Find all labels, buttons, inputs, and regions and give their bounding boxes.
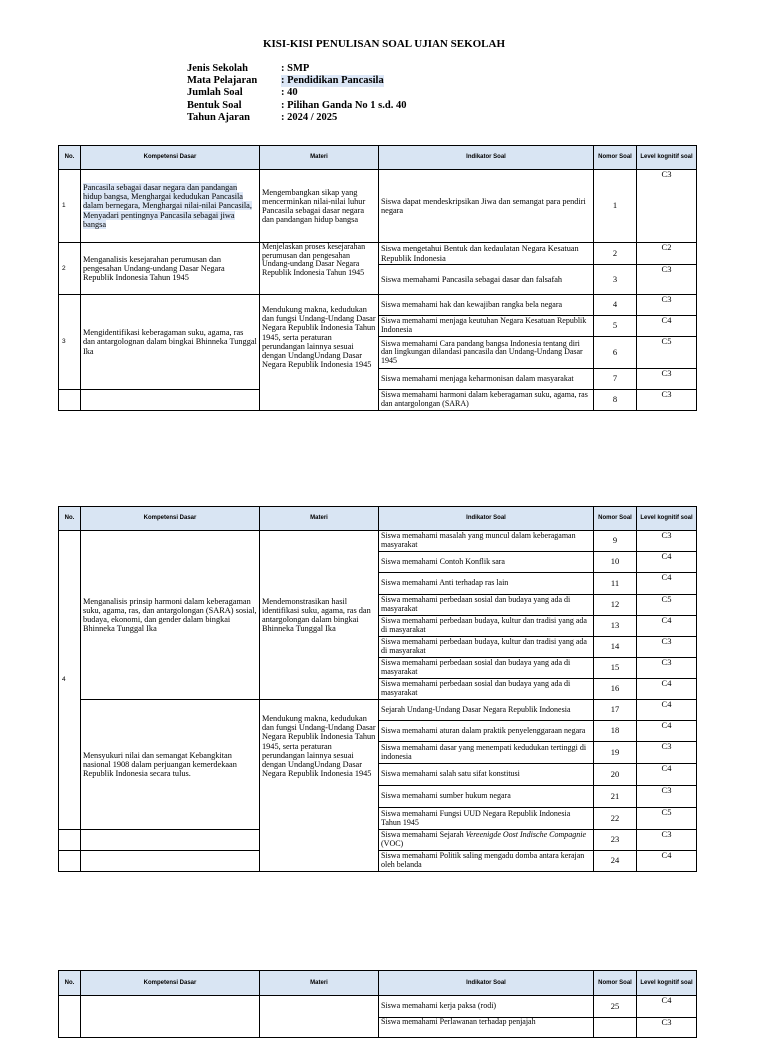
cell-nomor: 7 (594, 369, 637, 390)
table-row (59, 531, 697, 552)
table-row (59, 170, 697, 243)
cell-level: C3 (637, 295, 697, 316)
cell-level: C4 (637, 316, 697, 337)
col-header-kd: Kompetensi Dasar (81, 507, 260, 531)
col-header-kd: Kompetensi Dasar (81, 146, 260, 170)
cell-indikator: Siswa mengetahui Bentuk dan kedaulatan Negara Kesatuan Republik Indonesia (379, 243, 594, 265)
meta-value: : 2024 / 2025 (281, 111, 338, 123)
cell-materi (260, 996, 379, 1038)
cell-level: C3 (637, 369, 697, 390)
cell-indikator: Siswa dapat mendeskripsikan Jiwa dan semangat para pendiri negara (379, 170, 594, 243)
cell-nomor: 23 (594, 830, 637, 851)
cell-level: C5 (637, 808, 697, 830)
col-header-materi: Materi (260, 146, 379, 170)
cell-indikator: Sejarah Undang-Undang Dasar Negara Republik Indonesia (379, 700, 594, 721)
cell-indikator: Siswa memahami aturan dalam praktik penyelenggaraan negara (379, 721, 594, 742)
col-header-level: Level kognitif soal (637, 146, 697, 170)
cell-no: 1 (59, 170, 81, 243)
cell-indikator: Siswa memahami perbedaan budaya, kultur dan tradisi yang ada di masyarakat (379, 637, 594, 658)
col-header-level: Level kognitif soal (637, 507, 697, 531)
cell-level: C4 (637, 573, 697, 595)
cell-indikator: Siswa memahami Pancasila sebagai dasar dan falsafah (379, 265, 594, 295)
cell-indikator: Siswa memahami Fungsi UUD Negara Republik Indonesia Tahun 1945 (379, 808, 594, 830)
cell-materi: Mendemonstrasikan hasil identifikasi suku, agama, ras dan antargolongan dalam bingkai Bhinneka Tunggal Ika (260, 531, 379, 700)
cell-indikator-text: (VOC) (381, 839, 404, 848)
cell-level: C3 (637, 390, 697, 411)
cell-nomor: 17 (594, 700, 637, 721)
cell-level: C5 (637, 595, 697, 616)
meta-value: : SMP (281, 63, 310, 74)
cell-indikator: Siswa memahami perbedaan budaya, kultur dan tradisi yang ada di masyarakat (379, 616, 594, 637)
meta-row (187, 112, 406, 124)
cell-kd (81, 830, 260, 851)
cell-kd: Mengidentifikasi keberagaman suku, agama, ras dan antargolognan dalam bingkai Bhinneka Tunggal Ika (81, 295, 260, 390)
cell-kd (81, 170, 260, 243)
cell-level: C3 (637, 830, 697, 851)
col-header-indikator: Indikator Soal (379, 971, 594, 996)
cell-nomor (594, 1018, 637, 1038)
cell-indikator: Siswa memahami harmoni dalam keberagaman suku, agama, ras dan antargolongan (SARA) (379, 390, 594, 411)
col-header-no: No. (59, 146, 81, 170)
cell-indikator: Siswa memahami perbedaan sosial dan budaya yang ada di masyarakat (379, 658, 594, 679)
col-header-indikator: Indikator Soal (379, 146, 594, 170)
cell-kd: Mensyukuri nilai dan semangat Kebangkitan nasional 1908 dalam perjuangan kemerdekaan Republik Indonesia secara tulus. (81, 700, 260, 830)
cell-nomor: 4 (594, 295, 637, 316)
cell-level: C4 (637, 764, 697, 786)
cell-no: 4 (59, 531, 81, 830)
col-header-nomor: Nomor Soal (594, 146, 637, 170)
cell-no: 3 (59, 295, 81, 390)
cell-nomor: 24 (594, 851, 637, 872)
cell-indikator: Siswa memahami kerja paksa (rodi) (379, 996, 594, 1018)
cell-level: C3 (637, 531, 697, 552)
meta-label: Mata Pelajaran (187, 75, 258, 87)
cell-indikator: Siswa memahami salah satu sifat konstitusi (379, 764, 594, 786)
cell-level: C4 (637, 996, 697, 1018)
cell-kd (81, 851, 260, 872)
col-header-level: Level kognitif soal (637, 971, 697, 996)
cell-level: C3 (637, 170, 697, 243)
cell-level: C3 (637, 786, 697, 808)
cell-indikator: Siswa memahami hak dan kewajiban rangka bela negara (379, 295, 594, 316)
meta-row (187, 63, 406, 75)
document-meta (187, 63, 406, 124)
cell-materi: Mengembangkan sikap yang mencerminkan nilai-nilai luhur Pancasila sebagai dasar negara dan pandangan hidup bangsa (260, 170, 379, 243)
cell-nomor: 3 (594, 265, 637, 295)
table-header-row (59, 971, 697, 996)
cell-nomor: 12 (594, 595, 637, 616)
cell-level: C3 (637, 637, 697, 658)
cell-indikator: Siswa memahami Politik saling mengadu domba antara kerajan oleh belanda (379, 851, 594, 872)
cell-indikator: Siswa memahami perbedaan sosial dan budaya yang ada di masyarakat (379, 595, 594, 616)
cell-nomor: 6 (594, 337, 637, 369)
meta-label: Bentuk Soal (187, 99, 242, 111)
cell-nomor: 16 (594, 679, 637, 700)
table-header-row (59, 146, 697, 170)
cell-no (59, 830, 81, 851)
cell-kd: Menganalisis prinsip harmoni dalam keberagaman suku, agama, ras, dan antargolongan (SARA) sosial, budaya, ekonomi, dan gender dalam bingkai Bhinneka Tunggal Ika (81, 531, 260, 700)
cell-materi: Mendukung makna, kedudukan dan fungsi Undang-Undang Dasar Negara Republik Indonesia Tahun 1945, serta peraturan perundangan lainnya sesuai dengan UndangUndang Dasar Negara Republik Indonesia 1945 (260, 700, 379, 872)
cell-indikator: Siswa memahami Anti terhadap ras lain (379, 573, 594, 595)
cell-nomor: 10 (594, 552, 637, 573)
table-row (59, 295, 697, 316)
cell-level: C4 (637, 616, 697, 637)
kisi-table-1 (58, 145, 697, 411)
cell-level: C2 (637, 243, 697, 265)
table-row (59, 996, 697, 1018)
table-header-row (59, 507, 697, 531)
cell-kd (81, 996, 260, 1038)
meta-row (187, 100, 406, 112)
meta-value: : 40 (281, 87, 298, 99)
cell-kd (81, 390, 260, 411)
meta-label: Jenis Sekolah (187, 63, 248, 74)
cell-level: C3 (637, 658, 697, 679)
cell-materi: Mendukung makna, kedudukan dan fungsi Undang-Undang Dasar Negara Republik Indonesia Tahun 1945, serta peraturan perundangan lainnya sesuai dengan UndangUndang Dasar Negara Republik Indonesia 1945 (260, 295, 379, 411)
meta-row (187, 87, 406, 99)
cell-level: C4 (637, 851, 697, 872)
cell-nomor: 22 (594, 808, 637, 830)
cell-indikator: Siswa memahami menjaga keutuhan Negara Kesatuan Republik Indonesia (379, 316, 594, 337)
meta-label: Tahun Ajaran (187, 111, 250, 123)
cell-level: C4 (637, 700, 697, 721)
meta-row (187, 75, 406, 87)
col-header-materi: Materi (260, 507, 379, 531)
meta-label: Jumlah Soal (187, 87, 243, 99)
cell-level: C5 (637, 337, 697, 369)
cell-nomor: 11 (594, 573, 637, 595)
cell-level: C4 (637, 552, 697, 573)
cell-nomor: 19 (594, 742, 637, 764)
cell-indikator (379, 830, 594, 851)
cell-no: 2 (59, 243, 81, 295)
cell-nomor: 13 (594, 616, 637, 637)
cell-nomor: 21 (594, 786, 637, 808)
cell-indikator: Siswa memahami Perlawanan terhadap penjajah (379, 1018, 594, 1038)
cell-level: C4 (637, 721, 697, 742)
cell-nomor: 15 (594, 658, 637, 679)
cell-nomor: 8 (594, 390, 637, 411)
cell-nomor: 25 (594, 996, 637, 1018)
cell-no (59, 390, 81, 411)
cell-indikator: Siswa memahami dasar yang menempati kedudukan tertinggi di indonesia (379, 742, 594, 764)
cell-nomor: 5 (594, 316, 637, 337)
cell-kd-text: Pancasila sebagai dasar negara dan pandangan hidup bangsa, Menghargai kedudukan Pancasila dalam bernegara, Menghargai nilai-nilai Pancasila, Menyadari pentingnya Pancasila sebagai jiwa bangsa (83, 182, 252, 229)
col-header-kd: Kompetensi Dasar (81, 971, 260, 996)
cell-level: C3 (637, 742, 697, 764)
cell-indikator: Siswa memahami perbedaan sosial dan budaya yang ada di masyarakat (379, 679, 594, 700)
cell-nomor: 18 (594, 721, 637, 742)
col-header-indikator: Indikator Soal (379, 507, 594, 531)
col-header-no: No. (59, 971, 81, 996)
cell-indikator: Siswa memahami Contoh Konflik sara (379, 552, 594, 573)
col-header-materi: Materi (260, 971, 379, 996)
cell-nomor: 14 (594, 637, 637, 658)
cell-level: C3 (637, 265, 697, 295)
cell-indikator: Siswa memahami masalah yang muncul dalam keberagaman masyarakat (379, 531, 594, 552)
cell-indikator-text: Siswa memahami Sejarah (381, 830, 466, 840)
col-header-no: No. (59, 507, 81, 531)
table-row (59, 700, 697, 721)
cell-level: C4 (637, 679, 697, 700)
table-row (59, 243, 697, 265)
col-header-nomor: Nomor Soal (594, 971, 637, 996)
meta-value: : Pilihan Ganda No 1 s.d. 40 (281, 99, 407, 111)
kisi-table-2 (58, 506, 697, 872)
cell-level: C3 (637, 1018, 697, 1038)
cell-indikator: Siswa memahami sumber hukum negara (379, 786, 594, 808)
cell-no (59, 851, 81, 872)
document-title: KISI-KISI PENULISAN SOAL UJIAN SEKOLAH (262, 38, 506, 50)
cell-indikator-italic: Vereenigde Oost Indische Compagnie (465, 830, 586, 840)
kisi-table-3 (58, 970, 697, 1038)
cell-materi: Menjelaskan proses kesejarahan perumusan dan pengesahan Undang-undang Dasar Negara Republik Indonesia Tahun 1945 (260, 243, 379, 295)
cell-indikator: Siswa memahami menjaga keharmonisan dalam masyarakat (379, 369, 594, 390)
cell-nomor: 20 (594, 764, 637, 786)
cell-no (59, 996, 81, 1038)
col-header-nomor: Nomor Soal (594, 507, 637, 531)
cell-kd: Menganalisis kesejarahan perumusan dan pengesahan Undang-undang Dasar Negara Republik Indonesia Tahun 1945 (81, 243, 260, 295)
meta-value: : Pendidikan Pancasila (281, 75, 384, 87)
cell-nomor: 9 (594, 531, 637, 552)
cell-indikator: Siswa memahami Cara pandang bangsa Indonesia tentang diri dan lingkungan dilandasi pancasila dan Undang-Undang Dasar 1945 (379, 337, 594, 369)
cell-nomor: 2 (594, 243, 637, 265)
cell-nomor: 1 (594, 170, 637, 243)
